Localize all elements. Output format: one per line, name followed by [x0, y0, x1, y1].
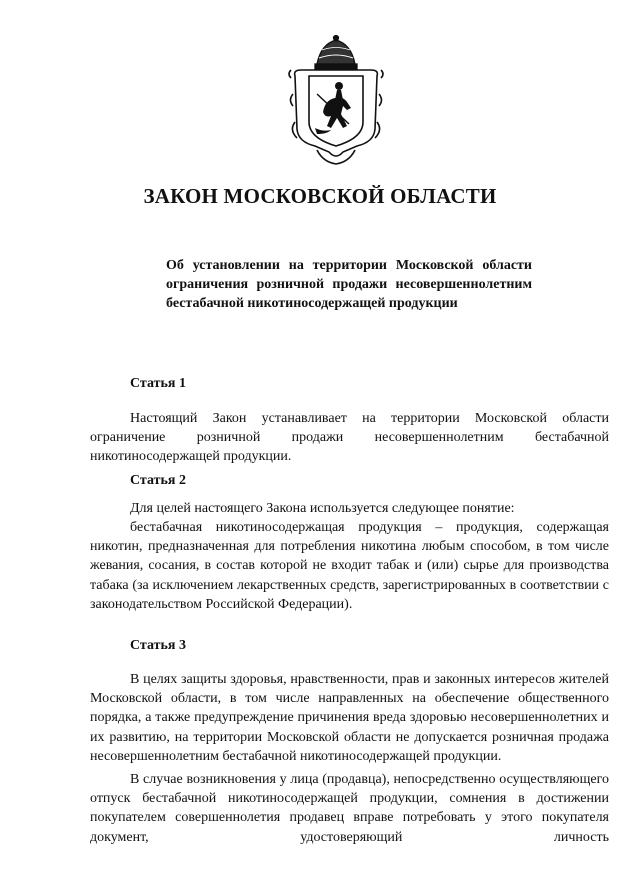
article-paragraph: бестабачная никотиносодержащая продукция – продукция, содержащая никотин, предназначенная для потребления никотина любым способом, в том числе жевания, сосания, в состав которой не входит табак и (или) сырье для производства табака (за исключением лекарственных средств, зарегистрированных в соответствии с законодательством Российской Федерации). [90, 520, 609, 612]
article-paragraph: В случае возникновения у лица (продавца), непосредственно осуществляющего отпуск бестабачной никотиносодержащей продукции, сомнения в достижении покупателем совершеннолетия продавец вправе потребовать у этого покупателя документ, удостоверяющий личность [90, 772, 609, 845]
document-title: ЗАКОН МОСКОВСКОЙ ОБЛАСТИ [143, 184, 497, 208]
article-heading: Статья 2 [130, 473, 186, 488]
article-heading: Статья 3 [130, 638, 186, 653]
article-paragraph: Для целей настоящего Закона используется следующее понятие: [130, 501, 515, 516]
article-paragraph: В целях защиты здоровья, нравственности, прав и законных интересов жителей Московской области, в том числе направленных на обеспечение общественного порядка, а также предупреждение причинения вреда здоровью несовершеннолетних и их развитию, на территории Московской области не допускается розничная продажа несовершеннолетним бестабачной никотиносодержащей продукции. [90, 672, 609, 764]
article-heading: Статья 1 [130, 376, 186, 391]
document-subtitle: Об установлении на территории Московской области ограничения розничной продажи несовершеннолетним бестабачной никотиносодержащей продукции [166, 258, 532, 311]
article-paragraph: Настоящий Закон устанавливает на территории Московской области ограничение розничной продажи несовершеннолетним бестабачной никотиносодержащей продукции. [90, 411, 609, 465]
coat-of-arms-emblem [287, 34, 385, 166]
